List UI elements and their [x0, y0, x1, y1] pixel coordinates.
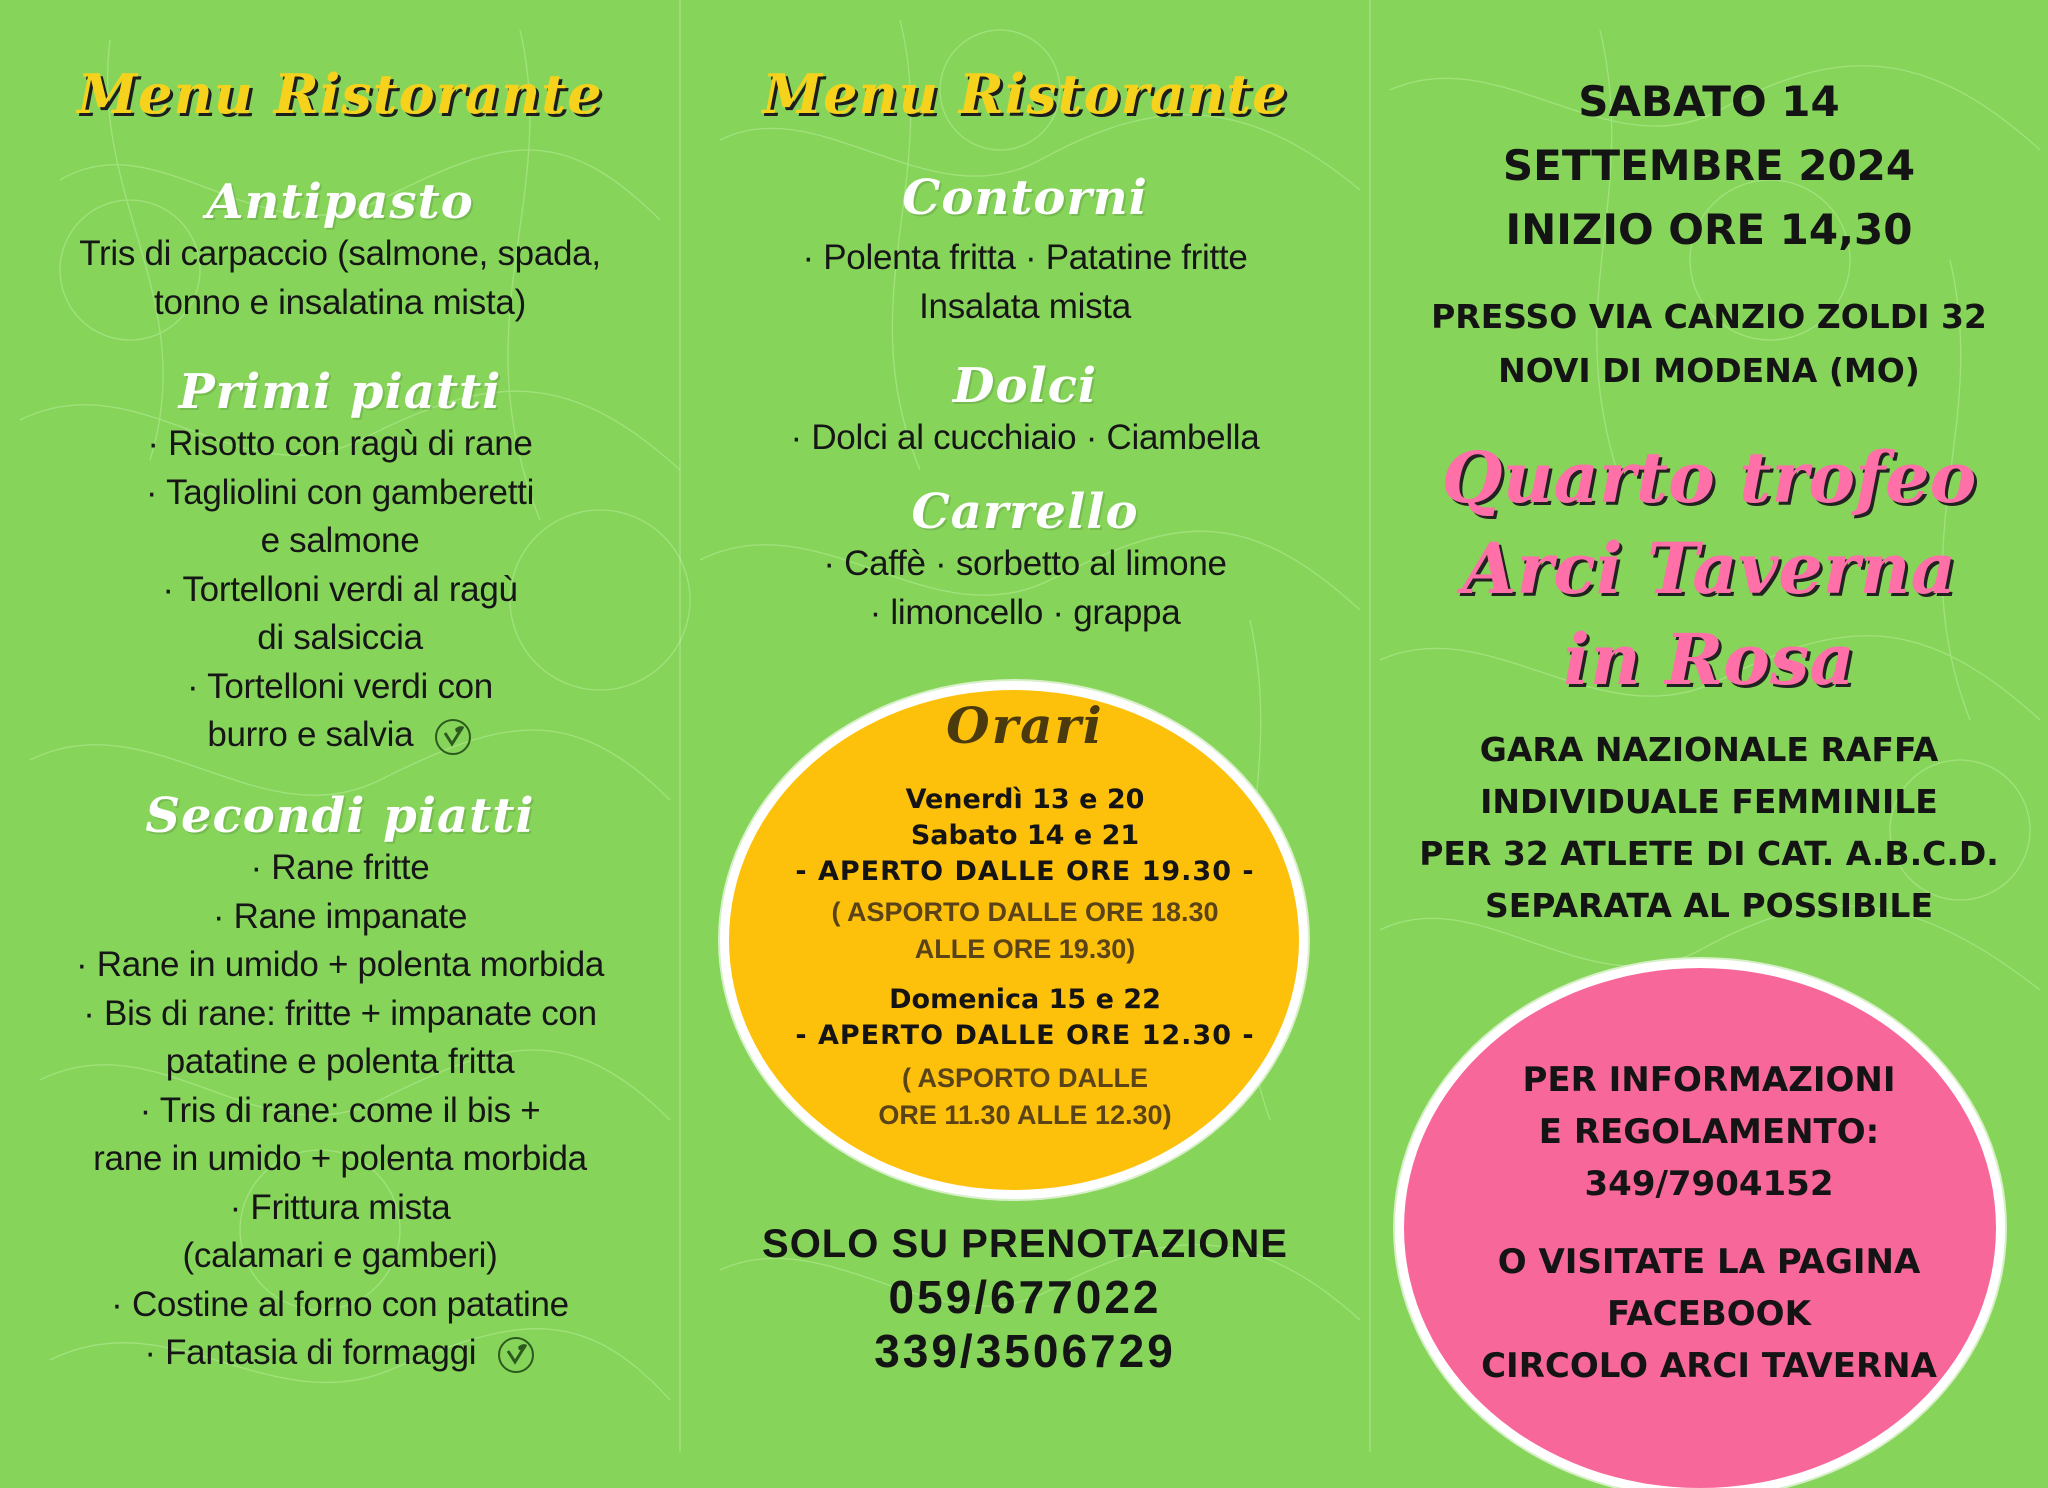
orari-takeaway-line: ( ASPORTO DALLE	[901, 1063, 1148, 1093]
list-item: patatine e polenta fritta	[165, 1042, 515, 1081]
orari-day: Domenica 15 e 22	[889, 984, 1161, 1015]
facebook-line: O VISITATE LA PAGINA	[1497, 1242, 1921, 1282]
list-item: tonno e insalatina mista)	[154, 282, 526, 322]
event-title	[1370, 432, 2048, 705]
info-phone[interactable]: 349/7904152	[1584, 1164, 1834, 1204]
booking-phone[interactable]: 339/3506729	[874, 1325, 1176, 1377]
contorni-heading: Contorni	[902, 170, 1148, 226]
event-title-line: Arci Taverna	[1462, 527, 1956, 610]
description-line: INDIVIDUALE FEMMINILE	[1480, 782, 1938, 821]
info-circle	[1404, 968, 1996, 1488]
list-item: · Costine al forno con patatine	[111, 1284, 569, 1324]
info-contact	[1370, 1054, 2048, 1210]
list-item: Tris di carpaccio (salmone, spada,	[79, 234, 601, 273]
list-item: rane in umido + polenta morbida	[93, 1139, 587, 1178]
secondi-heading: Secondi piatti	[145, 788, 535, 844]
secondi-list	[0, 844, 680, 1378]
event-title-line: Quarto trofeo	[1441, 436, 1977, 519]
orari-takeaway-line: ALLE ORE 19.30)	[914, 934, 1136, 964]
panel-menu-left	[0, 0, 680, 1452]
list-item: · limoncello · grappa	[869, 592, 1181, 632]
orari-heading: Orari	[946, 696, 1104, 755]
event-description	[1370, 724, 2048, 932]
list-item: (calamari e gamberi)	[182, 1236, 498, 1275]
list-item: · Tortelloni verdi con	[187, 666, 493, 706]
orari-days-sunday	[680, 982, 1370, 1054]
list-item-text: burro e salvia	[207, 715, 414, 754]
list-item: · Rane fritte	[250, 848, 430, 887]
orari-open-evening: - APERTO DALLE ORE 19.30 -	[795, 856, 1255, 887]
date-line: SETTEMBRE 2024	[1502, 141, 1916, 190]
contorni-list	[680, 234, 1370, 331]
event-date	[1370, 70, 2048, 262]
list-item: · Polenta fritta · Patatine fritte	[802, 238, 1248, 277]
list-item: · Rane in umido + polenta morbida	[75, 945, 605, 984]
vegetarian-leaf-icon	[496, 1335, 536, 1375]
list-item: · Caffè · sorbetto al limone	[823, 544, 1227, 583]
dolci-list	[680, 414, 1370, 463]
list-item: · Rane impanate	[212, 896, 468, 936]
list-item: di salsiccia	[257, 618, 423, 657]
list-item: · Frittura mista	[229, 1187, 451, 1227]
description-line: PER 32 ATLETE DI CAT. A.B.C.D.	[1419, 834, 1999, 873]
list-item: · Risotto con ragù di rane	[147, 424, 533, 463]
address-line: NOVI DI MODENA (MO)	[1498, 351, 1920, 390]
event-address	[1370, 290, 2048, 398]
primi-heading: Primi piatti	[178, 364, 502, 420]
description-line: SEPARATA AL POSSIBILE	[1485, 886, 1933, 925]
list-item: e salmone	[260, 521, 420, 560]
orari-takeaway-lunch	[680, 1060, 1370, 1134]
list-item: · Tagliolini con gamberetti	[145, 472, 535, 512]
list-item-text: · Fantasia di formaggi	[144, 1333, 477, 1372]
panel-menu-middle	[680, 0, 1370, 1452]
primi-list	[0, 420, 680, 760]
carrello-heading: Carrello	[911, 484, 1139, 540]
info-facebook	[1370, 1236, 2048, 1392]
antipasto-heading: Antipasto	[206, 174, 474, 230]
orari-open-lunch: - APERTO DALLE ORE 12.30 -	[795, 1020, 1255, 1051]
orari-day: Venerdì 13 e 20	[905, 784, 1145, 815]
vegetarian-leaf-icon	[433, 717, 473, 757]
orari-day: Sabato 14 e 21	[910, 820, 1140, 851]
panel-event	[1370, 0, 2048, 1452]
facebook-page-name[interactable]: CIRCOLO ARCI TAVERNA	[1481, 1346, 1937, 1386]
orari-days-weekend	[680, 782, 1370, 890]
list-item: · Bis di rane: fritte + impanate con	[83, 993, 597, 1033]
orari-takeaway-line: ORE 11.30 ALLE 12.30)	[878, 1100, 1172, 1130]
orari-takeaway-evening	[680, 894, 1370, 968]
facebook-line: FACEBOOK	[1607, 1294, 1811, 1334]
booking-phone[interactable]: 059/677022	[888, 1271, 1162, 1323]
antipasto-list	[0, 230, 680, 327]
booking-label: SOLO SU PRENOTAZIONE	[762, 1222, 1288, 1266]
orari-takeaway-line: ( ASPORTO DALLE ORE 18.30	[831, 897, 1219, 927]
info-line: PER INFORMAZIONI	[1522, 1060, 1896, 1100]
list-item	[0, 711, 680, 760]
list-item: · Tortelloni verdi al ragù	[162, 569, 518, 609]
event-title-line: in Rosa	[1563, 618, 1855, 701]
list-item	[0, 1329, 680, 1378]
list-item: Insalata mista	[919, 286, 1131, 326]
date-line: INIZIO ORE 14,30	[1505, 205, 1913, 254]
menu-title-middle: Menu Ristorante	[762, 62, 1288, 126]
menu-title-left: Menu Ristorante	[77, 62, 603, 126]
info-line: E REGOLAMENTO:	[1538, 1112, 1880, 1152]
carrello-list	[680, 540, 1370, 637]
dolci-heading: Dolci	[952, 358, 1098, 414]
description-line: GARA NAZIONALE RAFFA	[1479, 730, 1939, 769]
booking-block	[680, 1218, 1370, 1378]
date-line: SABATO 14	[1578, 77, 1840, 126]
list-item: · Tris di rane: come il bis +	[139, 1090, 541, 1130]
list-item: · Dolci al cucchiaio · Ciambella	[790, 418, 1260, 457]
address-line: PRESSO VIA CANZIO ZOLDI 32	[1431, 297, 1987, 336]
